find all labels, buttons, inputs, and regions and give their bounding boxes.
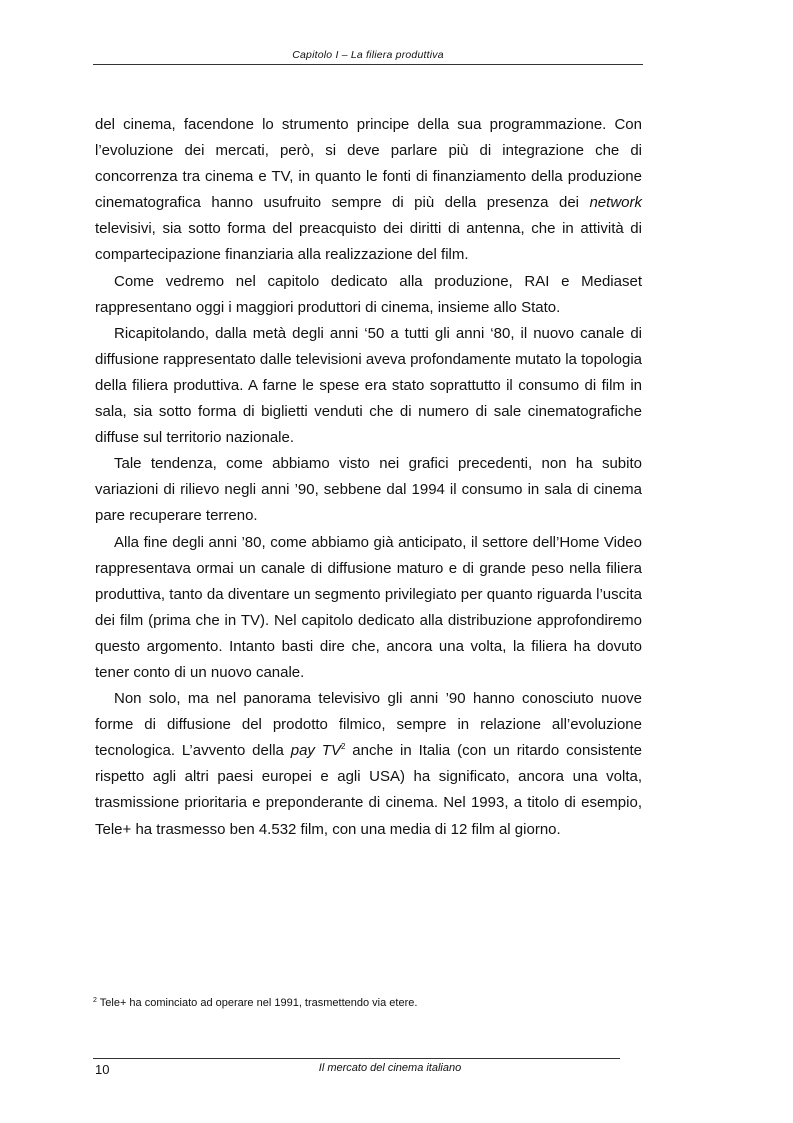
emphasis-network: network — [589, 194, 642, 212]
paragraph-4: Tale tendenza, come abbiamo visto nei grafici precedenti, non ha subito variazioni di rilievo negli anni ’90, sebbene dal 1994 il consumo in sala di cinema pare recuperare terreno. — [95, 455, 642, 525]
paragraph-1: del cinema, facendone lo strumento principe della sua programmazione. Con l’evoluzione dei mercati, però, si deve parlare più di integrazione che di concorrenza tra cinema e TV, in quanto le fonti di finanziamento della produzione cinematografica hanno usufruito sempre di più della presenza dei network televisivi, sia sotto forma del preacquisto dei diritti di antenna, che in attività di compartecipazione finanziaria alla realizzazione del film. — [95, 116, 642, 264]
footnote-reference[interactable]: 2 — [340, 742, 346, 752]
body-text — [95, 112, 642, 843]
paragraph-5: Alla fine degli anni ’80, come abbiamo già anticipato, il settore dell’Home Video rappresentava ormai un canale di diffusione maturo e di grande peso nella filiera produttiva, tanto da diventare un segmento privilegiato per quanto riguarda l’uscita dei film (prima che in TV). Nel capitolo dedicato alla distribuzione approfondiremo questo argomento. Intanto basti dire che, ancora una volta, la filiera ha dovuto tener conto di un nuovo canale. — [95, 533, 642, 681]
footnote — [93, 995, 643, 1011]
footnote-number: 2 — [93, 997, 97, 1004]
running-footer-title: Il mercato del cinema italiano — [318, 1062, 462, 1074]
paragraph-6: Non solo, ma nel panorama televisivo gli anni ’90 hanno conosciuto nuove forme di diffusione del prodotto filmico, sempre in relazione all’evoluzione tecnologica. L’avvento della pay $TV^2$ anche in Italia (con un ritardo consistente rispetto agli altri paesi europei e agli USA) ha significato, ancora una volta, trasmissione prioritaria e preponderante di cinema. Nel 1993, a titolo di esempio, Tele+ ha trasmesso ben 4.532 film, con una media di 12 film al giorno. — [95, 690, 642, 838]
paragraph-3: Ricapitolando, dalla metà degli anni ‘50 a tutti gli anni ‘80, il nuovo canale di diffusione rappresentato dalle televisioni aveva profondamente mutato la topologia della filiera produttiva. A farne le spese era stato soprattutto il consumo di film in sala, sia sotto forma di biglietti venduti che di numero di sale cinematografiche diffuse sul territorio nazionale. — [95, 324, 642, 447]
paragraph-2: Come vedremo nel capitolo dedicato alla produzione, RAI e Mediaset rappresentano oggi i maggiori produttori di cinema, insieme allo Stato. — [95, 272, 642, 316]
footnote-text: Tele+ ha cominciato ad operare nel 1991, trasmettendo via etere. — [96, 997, 418, 1009]
page-number: 10 — [95, 1062, 110, 1077]
emphasis-pay-tv: pay TV — [290, 742, 341, 760]
header-rule — [93, 64, 643, 65]
footer-rule — [93, 1058, 620, 1059]
running-header-title: Capitolo I – La filiera produttiva — [292, 49, 444, 61]
